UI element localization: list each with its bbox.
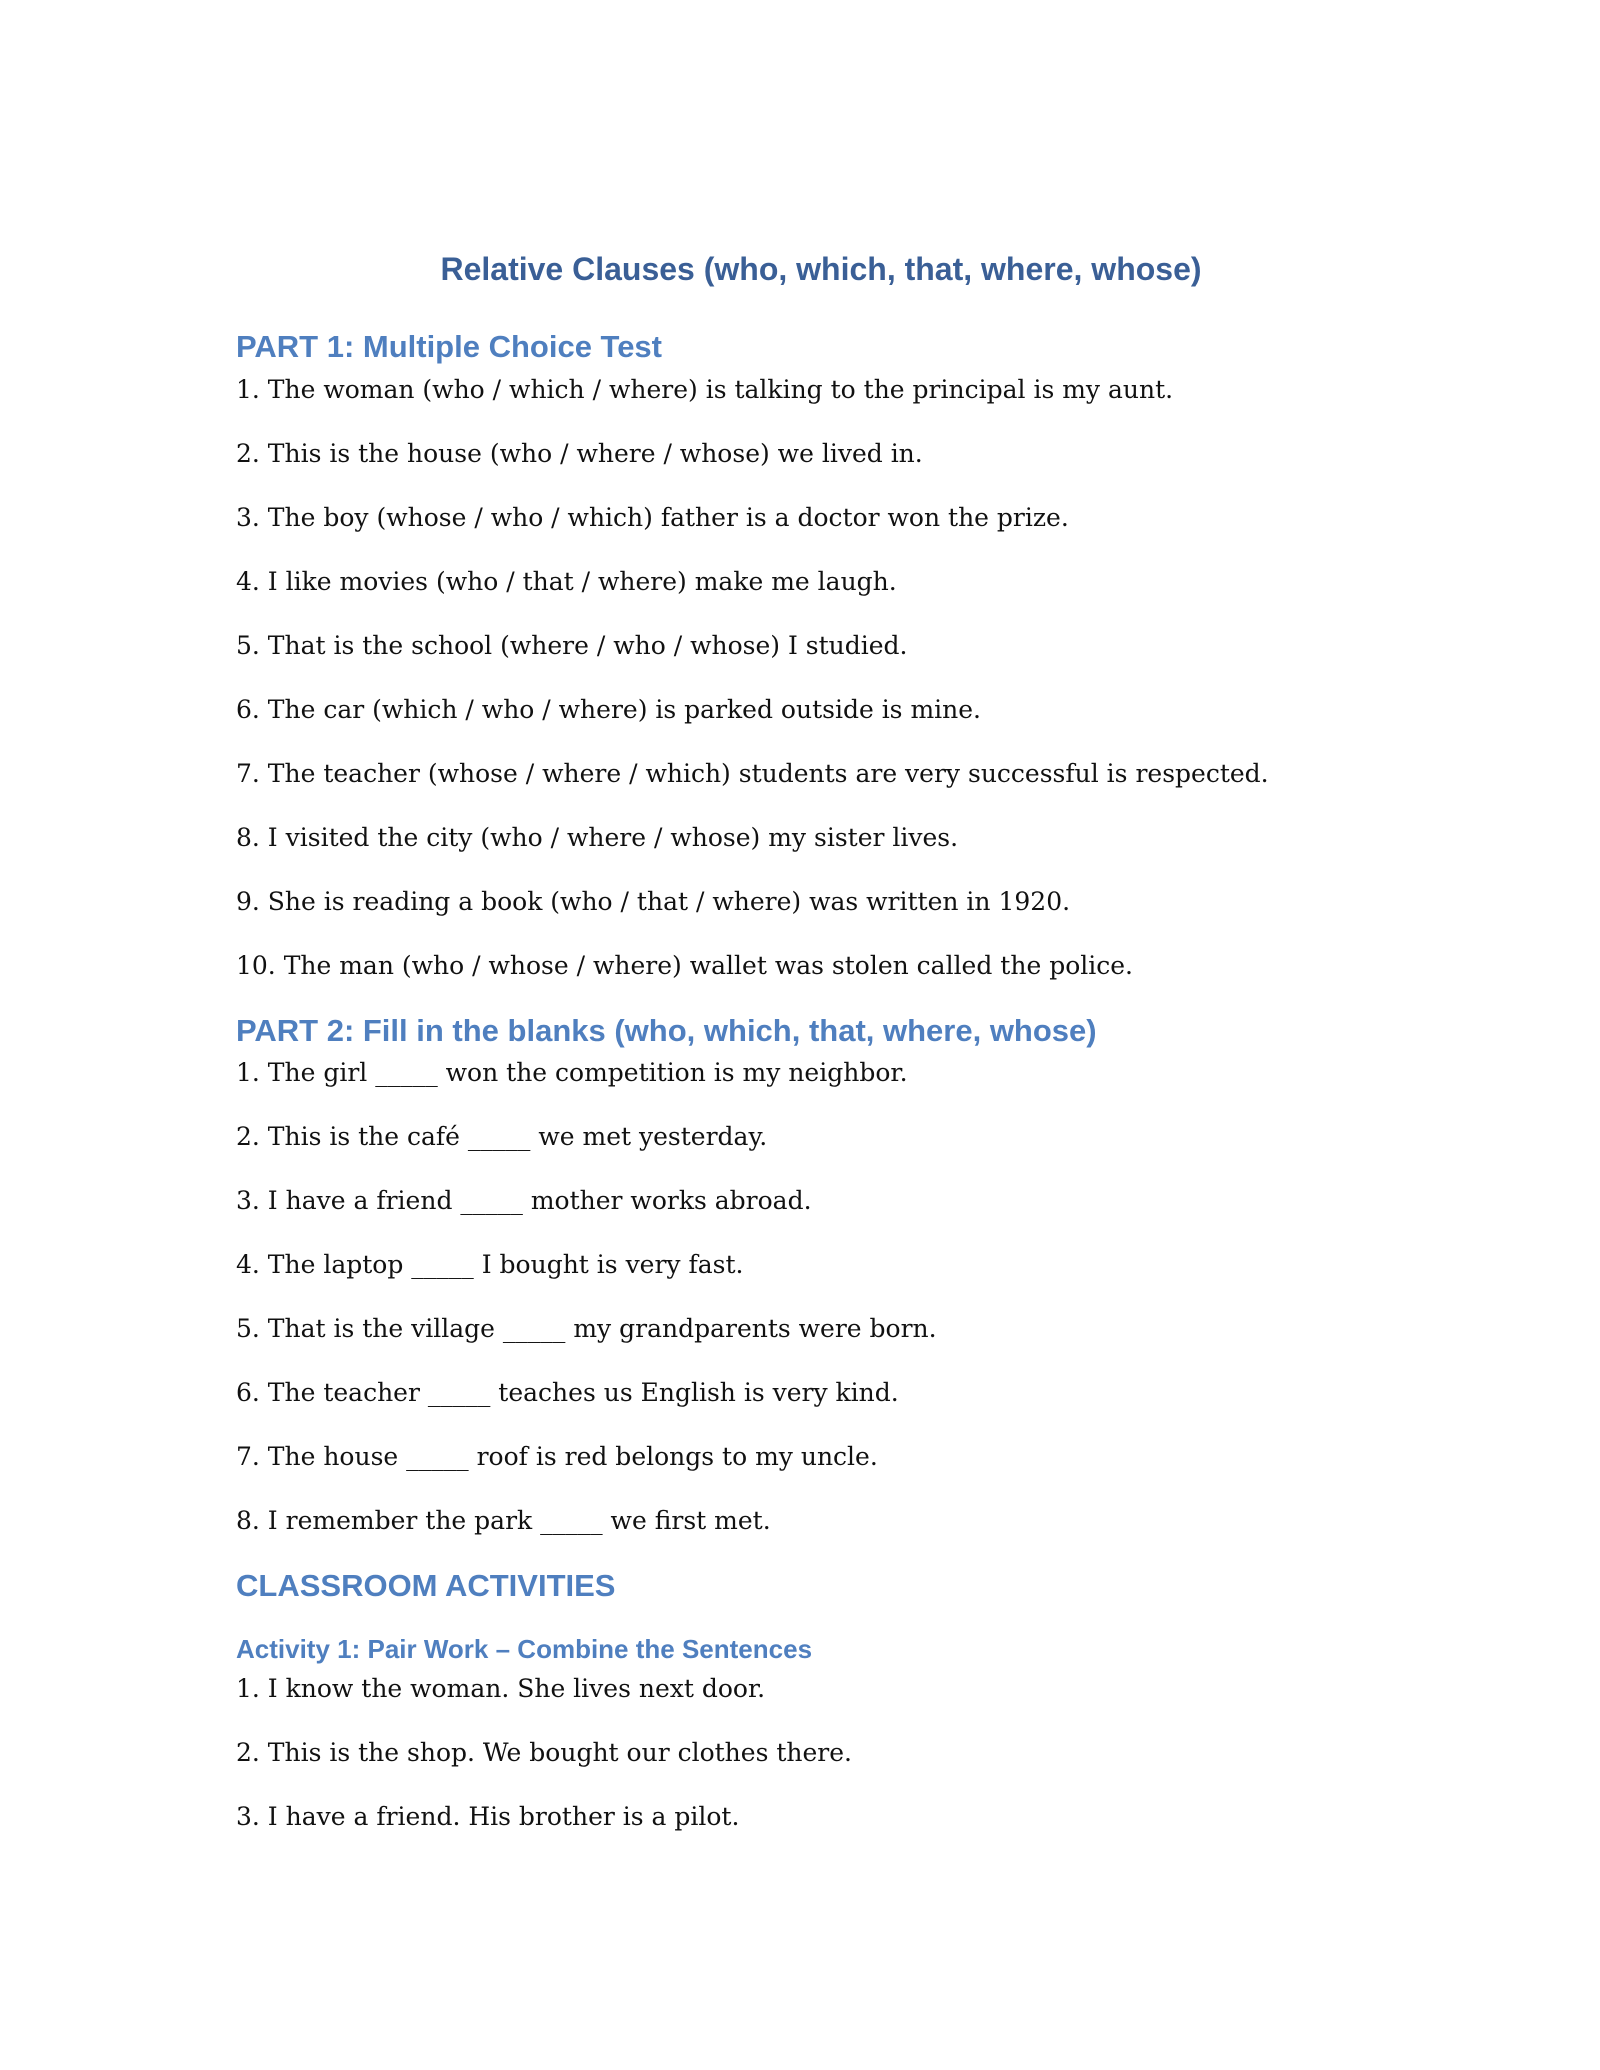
- part1-question-8: 8. I visited the city (who / where / whose) my sister lives.: [236, 822, 959, 852]
- activity1-sentence-1: 1. I know the woman. She lives next door.: [236, 1674, 766, 1704]
- activity1-sentence-2: 2. This is the shop. We bought our clothes there.: [236, 1738, 852, 1768]
- document-body: [236, 250, 1366, 1863]
- part1-question-4: 4. I like movies (who / that / where) make me laugh.: [236, 566, 897, 596]
- part1-heading: PART 1: Multiple Choice Test: [236, 329, 662, 365]
- part2-question-8: 8. I remember the park _____ we first met.: [236, 1505, 771, 1535]
- part1-question-1: 1. The woman (who / which / where) is talking to the principal is my aunt.: [236, 374, 1174, 404]
- document-title: Relative Clauses (who, which, that, where, whose): [440, 251, 1202, 287]
- part1-question-6: 6. The car (which / who / where) is parked outside is mine.: [236, 694, 982, 724]
- part1-question-10: 10. The man (who / whose / where) wallet was stolen called the police.: [236, 950, 1133, 980]
- part2-section: [236, 1012, 1366, 1539]
- classroom-heading: CLASSROOM ACTIVITIES: [236, 1567, 616, 1603]
- part2-question-5: 5. That is the village _____ my grandparents were born.: [236, 1313, 937, 1343]
- part1-question-5: 5. That is the school (where / who / whose) I studied.: [236, 630, 908, 660]
- activity1-sentence-3: 3. I have a friend. His brother is a pilot.: [236, 1802, 740, 1832]
- part1-question-3: 3. The boy (whose / who / which) father is a doctor won the prize.: [236, 502, 1069, 532]
- part2-question-6: 6. The teacher _____ teaches us English is very kind.: [236, 1377, 899, 1407]
- part2-question-1: 1. The girl _____ won the competition is my neighbor.: [236, 1057, 908, 1087]
- part1-question-7: 7. The teacher (whose / where / which) students are very successful is respected.: [236, 758, 1269, 788]
- part1-section: [236, 328, 1366, 983]
- part2-question-2: 2. This is the café _____ we met yesterday.: [236, 1121, 768, 1151]
- classroom-section: [236, 1567, 1366, 1835]
- part1-question-2: 2. This is the house (who / where / whose) we lived in.: [236, 438, 923, 468]
- part2-question-7: 7. The house _____ roof is red belongs to my uncle.: [236, 1441, 878, 1471]
- part2-heading: PART 2: Fill in the blanks (who, which, that, where, whose): [236, 1012, 1097, 1048]
- part2-question-4: 4. The laptop _____ I bought is very fast.: [236, 1249, 744, 1279]
- part1-question-9: 9. She is reading a book (who / that / where) was written in 1920.: [236, 886, 1071, 916]
- part2-question-3: 3. I have a friend _____ mother works abroad.: [236, 1185, 812, 1215]
- activity1-heading: Activity 1: Pair Work – Combine the Sentences: [236, 1633, 813, 1664]
